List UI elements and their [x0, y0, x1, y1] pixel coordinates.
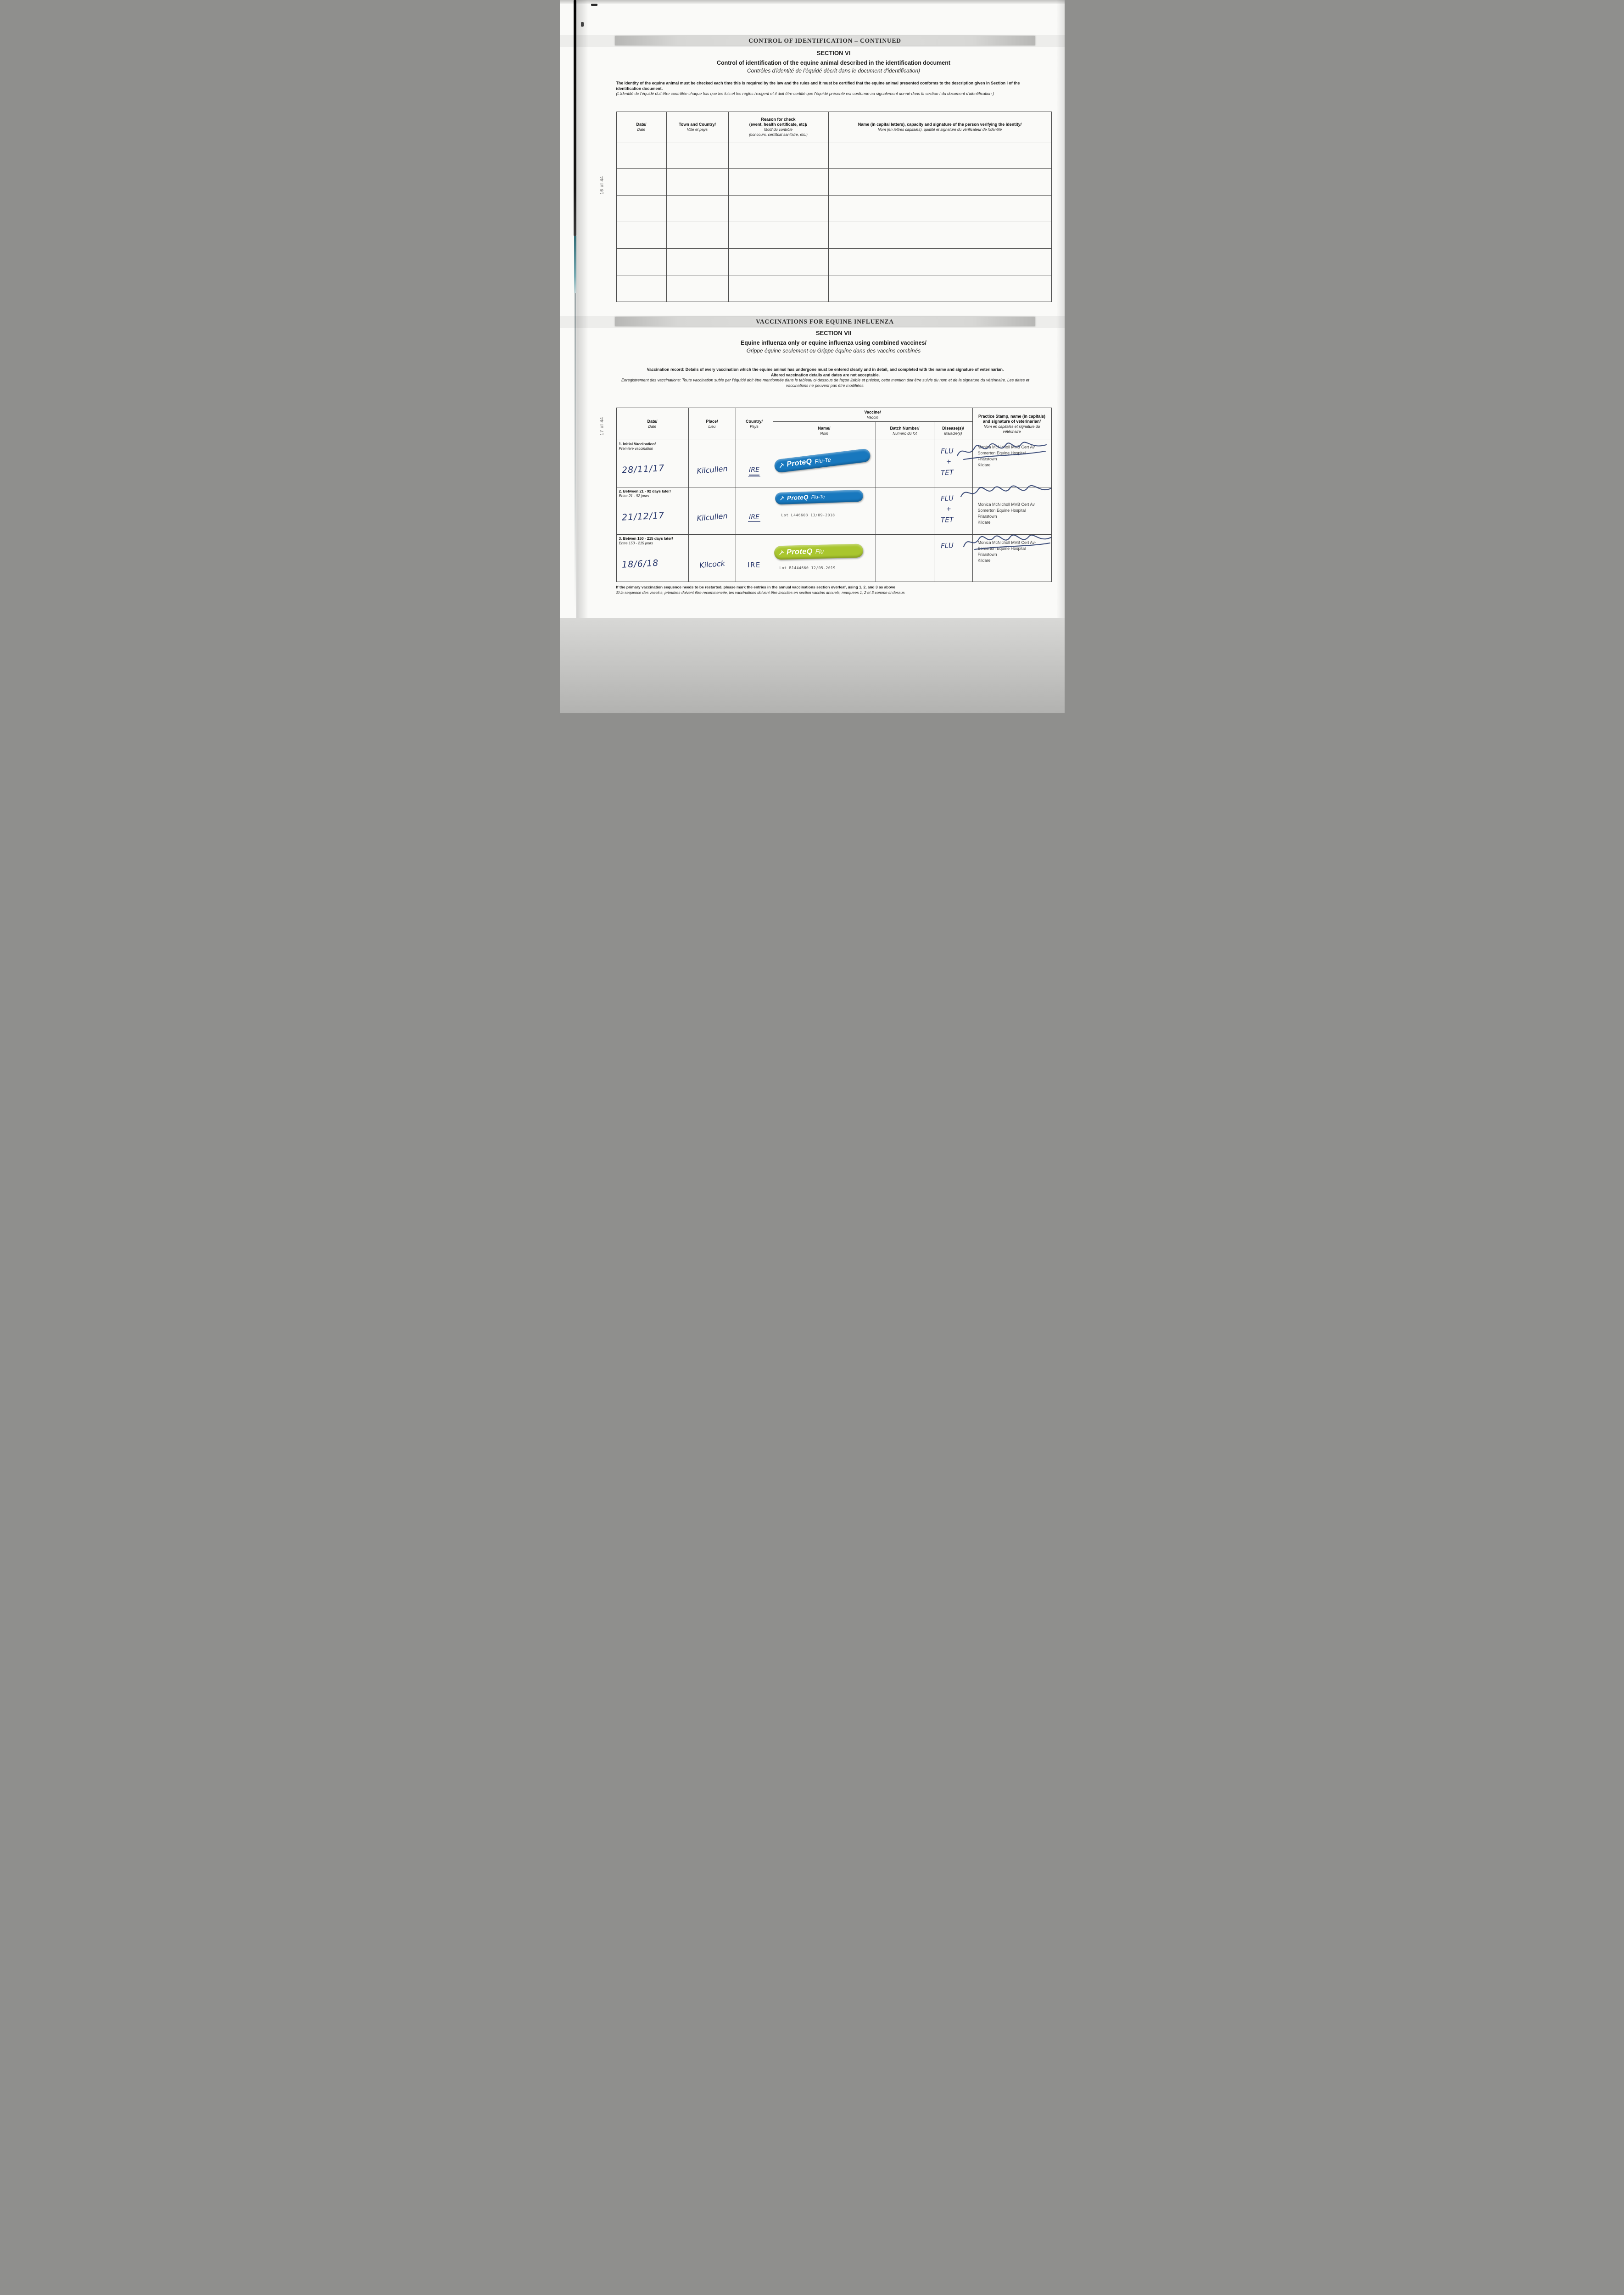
row-label-en: 2. Between 21 - 92 days later/	[619, 489, 671, 493]
vax-col-date: Date/ Date	[616, 408, 688, 440]
handwritten-date: 18/6/18	[621, 558, 659, 571]
section-vi-instructions-en: The identity of the equine animal must be checked each time this is required by the law and the rules and it must be certified that the equine animal presented conforms to the description given in Section I of the identification document.	[616, 81, 1020, 91]
handwritten-disease: +	[946, 505, 951, 513]
vax-place-cell	[688, 487, 736, 535]
vaccine-variant: Flu-Te	[811, 494, 825, 500]
handwritten-place: Kilcullen	[696, 511, 728, 523]
vaccine-sticker-proteq-flu-te	[775, 490, 863, 505]
handwritten-country: IRE	[748, 466, 760, 476]
control-empty-cell	[828, 196, 1051, 222]
practice-name: Somerton Equine Hospital	[977, 451, 1026, 456]
handwritten-date: 21/12/17	[621, 510, 665, 523]
binding-spine-faint	[575, 293, 576, 610]
section-vi-title-fr: Contrôles d'identité de l'équidé décrit dans le document d'identification)	[747, 67, 921, 74]
control-empty-cell	[616, 249, 666, 275]
vax-stamp-cell	[972, 487, 1051, 535]
control-empty-row	[616, 196, 1051, 222]
control-empty-cell	[616, 142, 666, 169]
section-vi-banner: CONTROL OF IDENTIFICATION – CONTINUED	[615, 36, 1035, 45]
control-empty-cell	[728, 169, 828, 196]
vax-date-cell	[616, 535, 688, 582]
syringe-icon	[778, 462, 784, 468]
row-label-en: 1. Initial Vaccination/	[619, 442, 656, 446]
vax-vaccine-name-cell	[773, 440, 876, 487]
vax-batch-cell	[876, 535, 934, 582]
section-vii-instructions-fr: Enregistrement des vaccinations: Toute vaccination subie par l'équidé doit être mentionnée dans le tableau ci-dessous de façon lisible et précise; cette mention doit être suivie du nom et de la signature du vétérinaire. Les dates et vaccinations ne peuvent pas être modifiées.	[621, 378, 1029, 388]
control-empty-cell	[666, 222, 728, 249]
control-empty-cell	[728, 275, 828, 302]
vax-col-vaccine-name: Name/ Nom	[773, 422, 876, 440]
section-vii-banner: VACCINATIONS FOR EQUINE INFLUENZA	[615, 317, 1035, 326]
vax-col-batch: Batch Number/ Numéro du lot	[876, 422, 934, 440]
row-label-en: 3. Betwen 150 - 215 days later/	[619, 537, 673, 541]
vaccine-variant: Flu-Te	[814, 456, 832, 465]
vaccine-brand: ProteQ	[786, 547, 813, 556]
vax-col-disease: Disease(s)/ Maladie(s)	[934, 422, 972, 440]
control-empty-cell	[616, 275, 666, 302]
scanner-background	[560, 618, 1065, 713]
handwritten-disease: FLU	[940, 494, 954, 503]
vax-col-country: Country/ Pays	[736, 408, 773, 440]
section-vii-title-fr: Grippe équine seulement ou Grippe équine dans des vaccins combinés	[746, 347, 921, 354]
practice-address: Friarstown	[977, 457, 997, 462]
control-empty-row	[616, 222, 1051, 249]
handwritten-disease: TET	[940, 515, 954, 525]
control-empty-cell	[728, 249, 828, 275]
vax-vaccine-name-cell	[773, 535, 876, 582]
practice-name: Somerton Equine Hospital	[977, 508, 1026, 513]
vax-batch-cell	[876, 440, 934, 487]
syringe-icon	[778, 549, 784, 555]
vax-vaccine-name-cell	[773, 487, 876, 535]
control-col-town: Town and Country/ Ville et pays	[666, 112, 728, 142]
vet-name: Monica McNicholl MVB Cert Av-	[977, 540, 1036, 545]
control-empty-cell	[728, 196, 828, 222]
scan-top-edge	[560, 0, 1065, 4]
section-vi-label: SECTION VI	[816, 50, 851, 56]
vaccination-table	[616, 408, 1052, 582]
restart-sequence-note-fr: Si la sequence des vaccins, primaires doivent être recommencée, les vaccinations doivent être inscrites en section vaccins annuels, marquees 1, 2 et 3 comme ci-dessus	[616, 590, 905, 595]
control-empty-row	[616, 275, 1051, 302]
handwritten-place: Kilcullen	[696, 464, 728, 476]
vax-place-cell	[688, 535, 736, 582]
control-of-identification-table	[616, 112, 1052, 302]
vaccine-sticker-proteq-flu	[774, 543, 863, 560]
scan-speck	[591, 4, 597, 6]
control-empty-cell	[828, 275, 1051, 302]
handwritten-date: 28/11/17	[621, 463, 665, 476]
practice-address: Friarstown	[977, 514, 997, 519]
vaccine-batch-number: Lot B1444660 12/05-2019	[779, 566, 836, 570]
vax-stamp-cell	[972, 440, 1051, 487]
control-empty-cell	[828, 222, 1051, 249]
control-col-date: Date/ Date	[616, 112, 666, 142]
vaccine-brand: ProteQ	[786, 457, 812, 469]
section-vii-title-en: Equine influenza only or equine influenza using combined vaccines/	[741, 340, 926, 346]
vax-disease-cell	[934, 487, 972, 535]
vax-country-cell	[736, 535, 773, 582]
control-empty-cell	[666, 249, 728, 275]
control-empty-cell	[616, 196, 666, 222]
section-vi-title-en: Control of identification of the equine animal described in the identification document	[716, 60, 951, 66]
syringe-icon	[779, 496, 784, 501]
control-col-name: Name (in capital letters), capacity and signature of the person verifying the identity/ Nom (en lettres capitales), qualité et signature du vérificateur de l'identité	[828, 112, 1051, 142]
practice-name: Somerton Equine Hospital	[977, 546, 1026, 551]
handwritten-disease: +	[946, 458, 951, 465]
binding-spine-mark	[574, 236, 576, 293]
vaccine-sticker-proteq-flu-te	[774, 448, 871, 473]
control-empty-row	[616, 249, 1051, 275]
page-number-top: 16 of 44	[599, 176, 604, 195]
practice-address: Friarstown	[977, 552, 997, 557]
restart-sequence-note-en: If the primary vaccination sequence needs to be restarted, please mark the entries in the annual vaccinations section overleaf, using 1, 2, and 3 as above	[616, 585, 895, 589]
control-table-header-row	[616, 112, 1051, 142]
vax-batch-cell	[876, 487, 934, 535]
row-label-fr: Entre 150 - 215 jours	[619, 541, 653, 546]
practice-stamp	[973, 444, 1051, 468]
scanned-passport-page	[560, 0, 1065, 713]
practice-county: Kildare	[977, 558, 991, 563]
section-vii-instructions-en: Vaccination record: Details of every vaccination which the equine animal has undergone must be entered clearly and in detail, and completed with the name and signature of veterinarian.	[647, 367, 1004, 372]
control-col-reason: Reason for check (event, health certificate, etc)/ Motif du contrôle (concours, certificat sanitaire, etc.)	[728, 112, 828, 142]
vet-name: Monica McNicholl MVB Cert Av	[977, 502, 1035, 507]
restart-sequence-note	[616, 585, 1035, 596]
control-empty-row	[616, 169, 1051, 196]
spine-shadow	[576, 0, 588, 618]
control-empty-cell	[828, 249, 1051, 275]
control-empty-row	[616, 142, 1051, 169]
vaccine-variant: Flu	[815, 548, 824, 555]
vaccine-batch-number: Lot L446603 13/09-2018	[781, 513, 835, 517]
vax-col-stamp: Practice Stamp, name (in capitals) and signature of veterinarian/ Nom en capitales et signature du vétérinaire	[972, 408, 1051, 440]
control-empty-cell	[616, 169, 666, 196]
practice-stamp	[973, 540, 1051, 564]
handwritten-disease: TET	[940, 468, 954, 477]
handwritten-disease: FLU	[940, 541, 954, 550]
vaccine-brand: ProteQ	[787, 493, 809, 502]
handwritten-disease: FLU	[940, 447, 954, 456]
control-empty-cell	[828, 169, 1051, 196]
section-vii-instructions-en2: Altered vaccination details and dates are not acceptable.	[770, 372, 880, 377]
practice-stamp	[973, 502, 1051, 526]
vax-col-vaccine-group: Vaccine/ Vaccin	[773, 408, 972, 422]
vax-date-cell	[616, 487, 688, 535]
vaccination-row-3	[616, 535, 1051, 582]
practice-county: Kildare	[977, 520, 991, 525]
control-empty-cell	[666, 196, 728, 222]
vax-col-place: Place/ Lieu	[688, 408, 736, 440]
handwritten-place: Kilcock	[698, 559, 725, 570]
control-empty-cell	[828, 142, 1051, 169]
vax-disease-cell	[934, 440, 972, 487]
control-empty-cell	[728, 222, 828, 249]
row-label-fr: Premiere vaccination	[619, 447, 653, 451]
vax-place-cell	[688, 440, 736, 487]
section-vi-instructions-fr: (L'identité de l'équidé doit être contrôlée chaque fois que les lois et les règles l'exigent et il doit être certifié que l'équidé présenté est conforme au signalement donné dans la section I du document d'identification.)	[616, 91, 994, 96]
row-label-fr: Entre 21 - 92 jours	[619, 494, 649, 498]
control-empty-cell	[666, 169, 728, 196]
handwritten-country: IRE	[748, 561, 761, 569]
page-number-bottom: 17 of 44	[599, 417, 604, 436]
section-vii-instructions	[616, 367, 1035, 388]
control-empty-cell	[728, 142, 828, 169]
vax-disease-cell	[934, 535, 972, 582]
vax-stamp-cell	[972, 535, 1051, 582]
section-vi-instructions	[616, 81, 1035, 97]
vax-country-cell	[736, 487, 773, 535]
vaccination-row-2	[616, 487, 1051, 535]
vaccination-header-row-1	[616, 408, 1051, 422]
vax-country-cell	[736, 440, 773, 487]
vet-name: Monica McNicholl MVB Cert Av	[977, 445, 1035, 449]
scan-speck	[581, 22, 584, 27]
scan-right-edge	[1056, 0, 1065, 713]
practice-county: Kildare	[977, 463, 991, 468]
vaccination-row-1	[616, 440, 1051, 487]
control-empty-cell	[616, 222, 666, 249]
handwritten-country: IRE	[749, 514, 759, 521]
control-empty-cell	[666, 142, 728, 169]
section-vii-label: SECTION VII	[815, 330, 852, 336]
control-empty-cell	[666, 275, 728, 302]
vax-date-cell	[616, 440, 688, 487]
